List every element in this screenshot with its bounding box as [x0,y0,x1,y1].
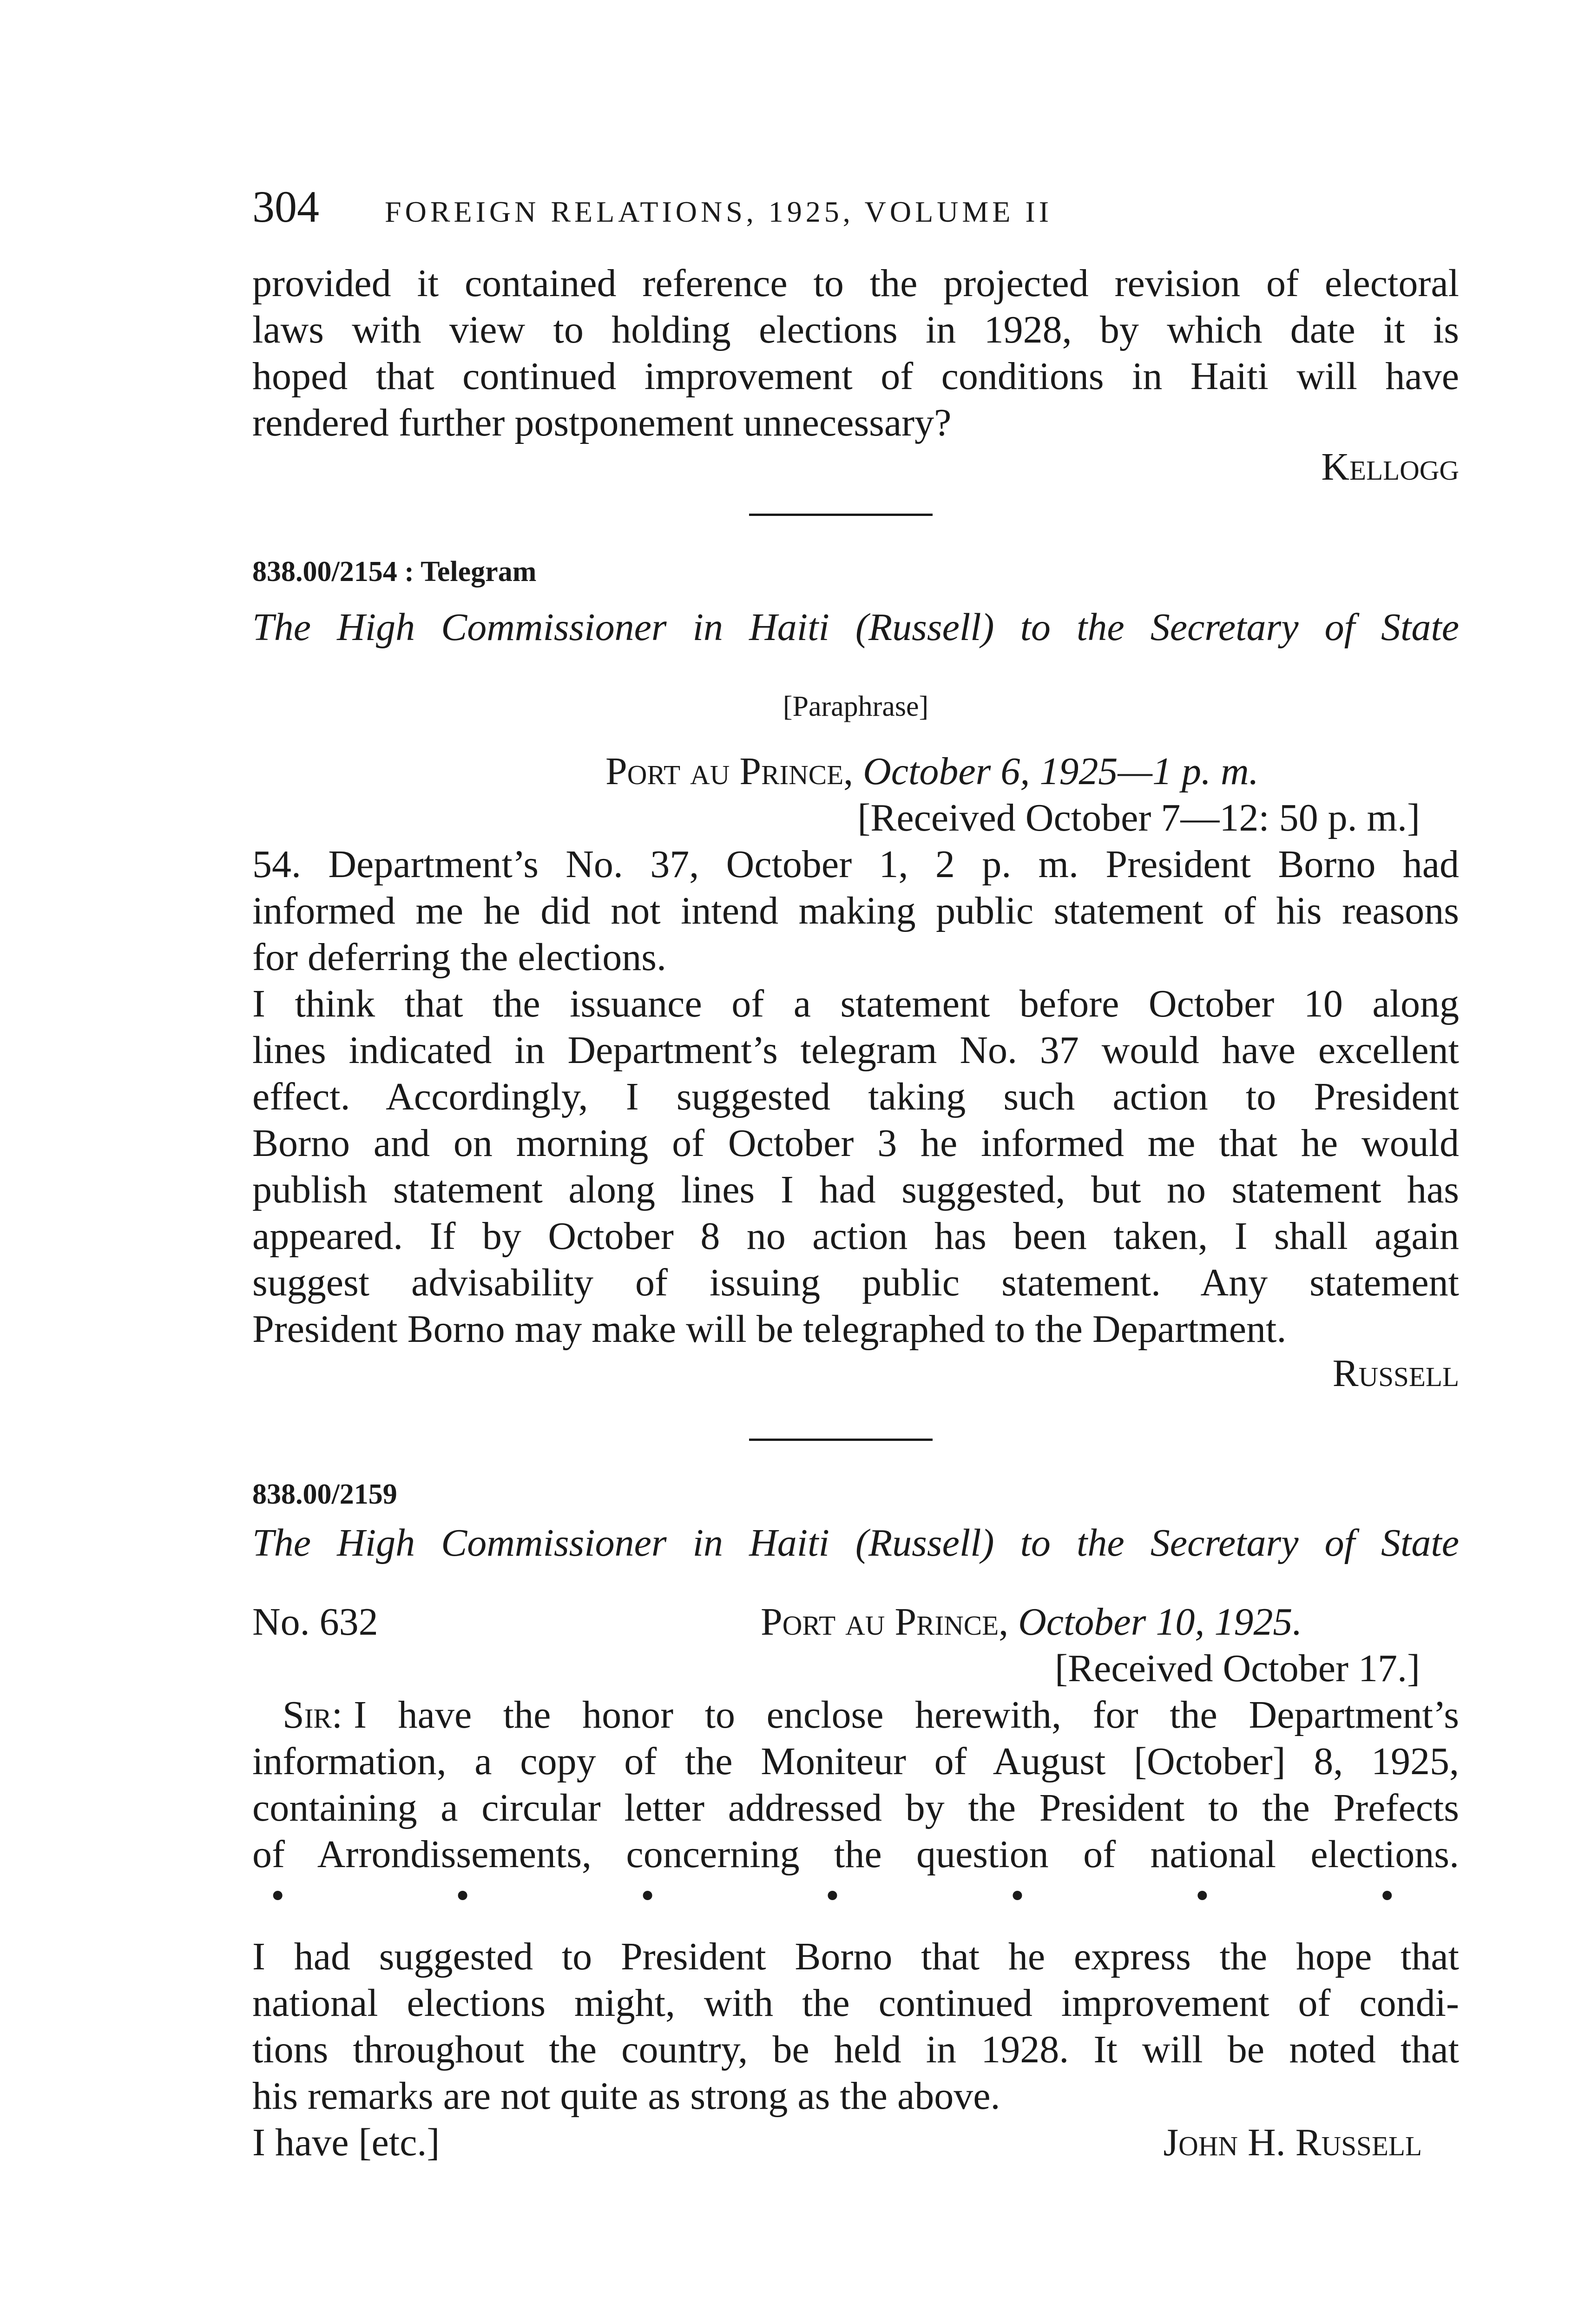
doc2-note: [Paraphrase] [783,691,929,722]
doc2-body-line-5: lines indicated in Department’s telegram No. 37 would have excellent [252,1029,1459,1072]
doc2-heading: The High Commissioner in Haiti (Russell) to the Secretary of State [252,606,1459,649]
doc3-salutation: Sir: [283,1693,343,1736]
doc2-body-line-6: effect. Accordingly, I suggested taking such action to President [252,1075,1459,1118]
doc3-body1-line-3: containing a circular letter addressed by the President to the Prefects [252,1786,1459,1829]
doc2-body-line-9: appeared. If by October 8 no action has been taken, I shall again [252,1215,1459,1258]
doc2-file-ref: 838.00/2154 : Telegram [252,556,537,588]
doc3-place: Port au Prince, [761,1600,1009,1644]
doc1-line-2: laws with view to holding elections in 1928, by which date it is [252,308,1459,351]
doc3-body2-line-1: I had suggested to President Borno that he express the hope that [252,1935,1459,1978]
doc3-closing: I have [etc.] [252,2121,440,2164]
doc3-body1-first-text: I have the honor to enclose herewith, for the Department’s [354,1693,1459,1736]
doc2-body-line-4: I think that the issuance of a statement before October 10 along [252,982,1459,1025]
page-number: 304 [252,182,319,231]
doc3-heading: The High Commissioner in Haiti (Russell) to the Secretary of State [252,1521,1459,1565]
doc2-body-line-10: suggest advisability of issuing public statement. Any statement [252,1261,1459,1304]
doc3-body2-line-3: tions throughout the country, be held in 1928. It will be noted that [252,2028,1459,2071]
ellipsis-dot: • [455,1874,470,1917]
doc2-body-line-2: informed me he did not intend making public statement of his reasons [252,889,1459,932]
doc3-dateline [761,1599,1365,1645]
doc3-number: No. 632 [252,1600,378,1644]
doc3-body2-line-2: national elections might, with the continued improvement of condi- [252,1981,1459,2025]
doc3-body2-line-4: his remarks are not quite as strong as the above. [252,2074,1000,2118]
ellipsis-dot: • [1195,1874,1210,1917]
doc2-received: [Received October 7—12: 50 p. m.] [857,796,1420,839]
doc3-received: [Received October 17.] [1055,1647,1420,1690]
doc1-line-4: rendered further postponement unnecessary? [252,401,952,444]
ellipsis-dot: • [640,1874,655,1917]
doc2-date: October 6, 1925—1 p. m. [863,750,1259,793]
doc3-body1-line-2: information, a copy of the Moniteur of August [October] 8, 1925, [252,1740,1459,1783]
doc2-place: Port au Prince, [605,750,854,793]
doc1-line-3: hoped that continued improvement of conditions in Haiti will have [252,355,1459,398]
running-title: FOREIGN RELATIONS, 1925, VOLUME II [385,195,1052,228]
doc3-signature: John H. Russell [1163,2121,1422,2164]
ellipsis-dot: • [1010,1874,1025,1917]
doc3-date: October 10, 1925. [1018,1600,1302,1644]
ellipsis-row [271,1873,1394,1918]
section-divider [749,514,933,516]
doc3-closing-line [252,2119,1459,2166]
doc1-signature: Kellogg [1321,445,1459,489]
doc1-line-1: provided it contained reference to the projected revision of electoral [252,262,1459,305]
doc2-body-line-7: Borno and on morning of October 3 he informed me that he would [252,1122,1459,1165]
doc2-signature: Russell [1332,1352,1459,1395]
doc3-body1-first-line [283,1692,1459,1738]
doc2-dateline [605,748,1344,795]
doc2-body-line-8: publish statement along lines I had suggested, but no statement has [252,1168,1459,1211]
doc2-body-line-11: President Borno may make will be telegraphed to the Department. [252,1307,1287,1351]
page-header [252,184,1459,235]
doc3-body1-line-4: of Arrondissements, concerning the question of national elections. [252,1833,1459,1876]
doc3-file-ref: 838.00/2159 [252,1479,397,1510]
section-divider [749,1439,933,1441]
ellipsis-dot: • [271,1874,285,1917]
doc2-body-line-3: for deferring the elections. [252,936,666,979]
ellipsis-dot: • [1380,1874,1394,1917]
doc2-body-line-1: 54. Department’s No. 37, October 1, 2 p. m. President Borno had [252,843,1459,886]
ellipsis-dot: • [825,1874,840,1917]
